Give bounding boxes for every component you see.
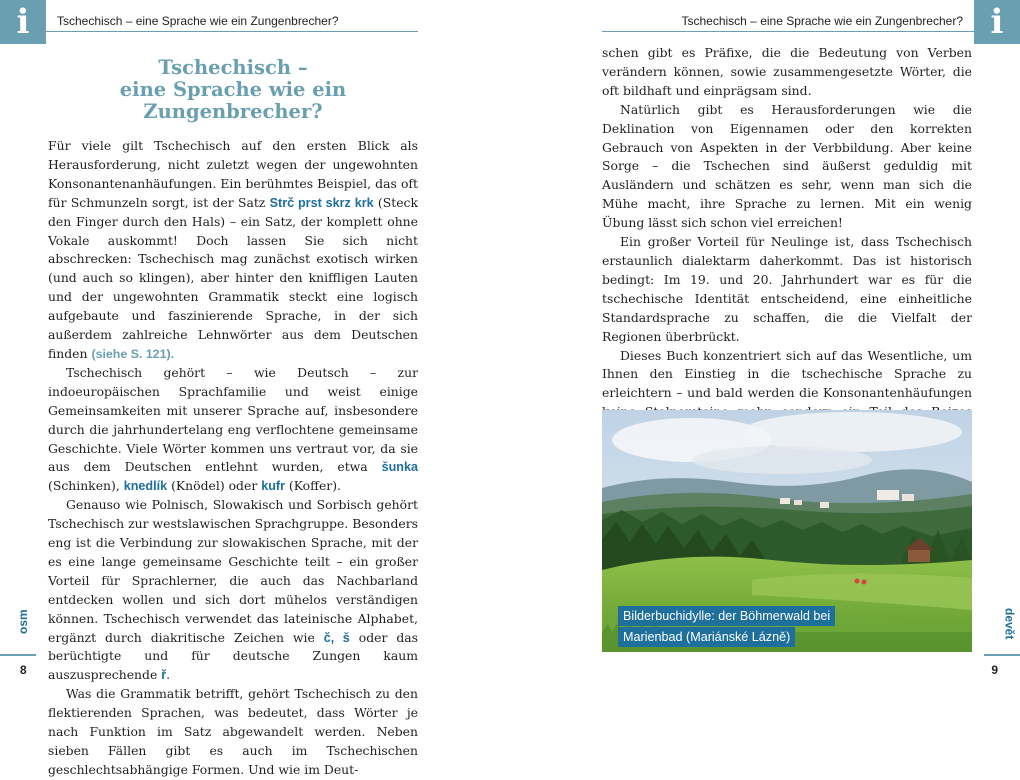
title-line-2: eine Sprache wie ein Zungenbrecher?: [119, 78, 347, 123]
side-page-word: devět: [1002, 608, 1016, 640]
text-run: (Koffer).: [284, 478, 341, 494]
footer-rule: [0, 654, 36, 656]
paragraph-1: [48, 137, 418, 364]
page-title: [48, 57, 418, 123]
side-page-word: osm: [16, 609, 30, 634]
paragraph-2: Natürlich gibt es Herausforderungen wie die Deklination von Eigennamen oder den korrekten Gebrauch von Aspekten in der Verbbildung. Aber keine Sorge – die Tschechen sind äußerst geduldig mit Ausländern und schätzen es sehr, wenn man sich die Mühe macht, ihre Sprache zu lernen. Mit ein wenig Übung lässt sich schon viel erreichen!: [602, 101, 972, 231]
footer-rule: [984, 654, 1020, 656]
paragraph-4: [48, 685, 418, 780]
info-icon: i: [0, 0, 46, 44]
text-run: oder das berüchtigte und für deutsche Zungen kaum auszusprechende: [48, 629, 418, 683]
paragraph-3: Ein großer Vorteil für Neulinge ist, dass Tschechisch erstaunlich dialektarm daherkommt. Das ist historisch bedingt: Im 19. und 20. Jahrhundert war es für die tschechische Identität entscheidend, eine einheitliche Standardsprache zu schaffen, die die Vielfalt der Regionen überbrückt.: [602, 234, 972, 344]
text-run: (Schinken),: [48, 478, 124, 494]
text-run: (Steck den Finger durch den Hals) – ein Satz, der komplett ohne Vokale auskommt! Doch lassen Sie sich nicht abschrecken: Tschechisch mag zunächst exotisch wirken (und auch so klingen), aber hinter den kniffligen Lauten und der ungewohnten Grammatik steckt eine logisch aufgebaute und faszinierende Sprache, in der sich außerdem zahlreiche Lehnwörter aus dem Deutschen finden: [48, 194, 418, 361]
czech-keyword: knedlík: [123, 479, 168, 494]
page-reference: (siehe S. 121).: [91, 346, 175, 361]
page-number: 8: [20, 663, 27, 677]
left-page: [0, 0, 510, 777]
running-head: Tschechisch – eine Sprache wie ein Zungenbrecher?: [57, 14, 339, 28]
text-run: .: [166, 667, 171, 683]
czech-keyword: Strč prst skrz krk: [269, 195, 374, 210]
body-text: [48, 137, 418, 780]
text-run: Was die Grammatik betrifft, gehört Tschechisch zu den flektierenden Sprachen, was bedeutet, dass Wörter je nach Funktion im Satz abgewandelt werden. Neben sieben Fällen gibt es auch im Tschechischen geschlechtsabhängige Formen. Und wie im Deut-: [48, 686, 418, 777]
right-page: [510, 0, 1020, 696]
czech-keyword: šunka: [381, 460, 418, 475]
page-number: 9: [991, 663, 998, 677]
czech-keyword: č, š: [323, 630, 350, 645]
info-icon: i: [974, 0, 1020, 44]
text-run: Für viele gilt Tschechisch auf den ersten Blick als Herausforderung, nicht zuletzt wegen der ungewohnten Konsonantenanhäufungen. Ein berühmtes Beispiel, das oft für Schmunzeln sorgt, ist der Satz: [48, 138, 418, 210]
caption-line-1: Bilderbuchidylle: der Böhmerwald bei: [618, 606, 835, 626]
czech-keyword: kufr: [261, 479, 285, 494]
photo-caption: [618, 606, 835, 648]
header-rule: [46, 31, 418, 32]
paragraph-1: schen gibt es Präfixe, die die Bedeutung von Verben verändern können, sowie zusammengesetzte Wörter, die oft bildhaft und einprägsam sind.: [602, 45, 972, 98]
header-rule: [602, 31, 974, 32]
paragraph-2: [48, 364, 418, 496]
czech-keyword: ř: [161, 668, 167, 683]
paragraph-3: [48, 496, 418, 685]
title-line-1: Tschechisch –: [158, 56, 308, 79]
landscape-photo: [602, 410, 972, 652]
caption-line-2: Marienbad (Mariánské Lázně): [618, 627, 795, 647]
text-run: Tschechisch gehört – wie Deutsch – zur indoeuropäischen Sprachfamilie und weist einige Gemeinsamkeiten mit unserer Sprache auf, insbesondere durch die jahrhundertelang eng verflochtene gemeinsame Geschichte. Viele Wörter kommen uns vertraut vor, da sie aus dem Deutschen entlehnt wurden, etwa: [48, 364, 418, 475]
text-run: Genauso wie Polnisch, Slowakisch und Sorbisch gehört Tschechisch zur westslawischen Sprachgruppe. Besonders eng ist die Verbindung zur slowakischen Sprache, mit der es eine lange gemeinsame Geschichte teilt – ein großer Vorteil für Sprachlerner, die auch das Nachbarland entdecken wollen und sich dort mühelos verständigen können. Tschechisch verwendet das lateinische Alphabet, ergänzt durch diakritische Zeichen wie: [48, 497, 418, 645]
paragraph-4: Dieses Buch konzentriert sich auf das Wesentliche, um Ihnen den Einstieg in die tschechische Sprache zu erleichtern – und bald werden die Konsonantenhäufungen: [602, 347, 972, 401]
text-run: (Knödel) oder: [167, 478, 262, 494]
running-head: Tschechisch – eine Sprache wie ein Zungenbrecher?: [681, 14, 963, 28]
body-text: [602, 44, 972, 441]
